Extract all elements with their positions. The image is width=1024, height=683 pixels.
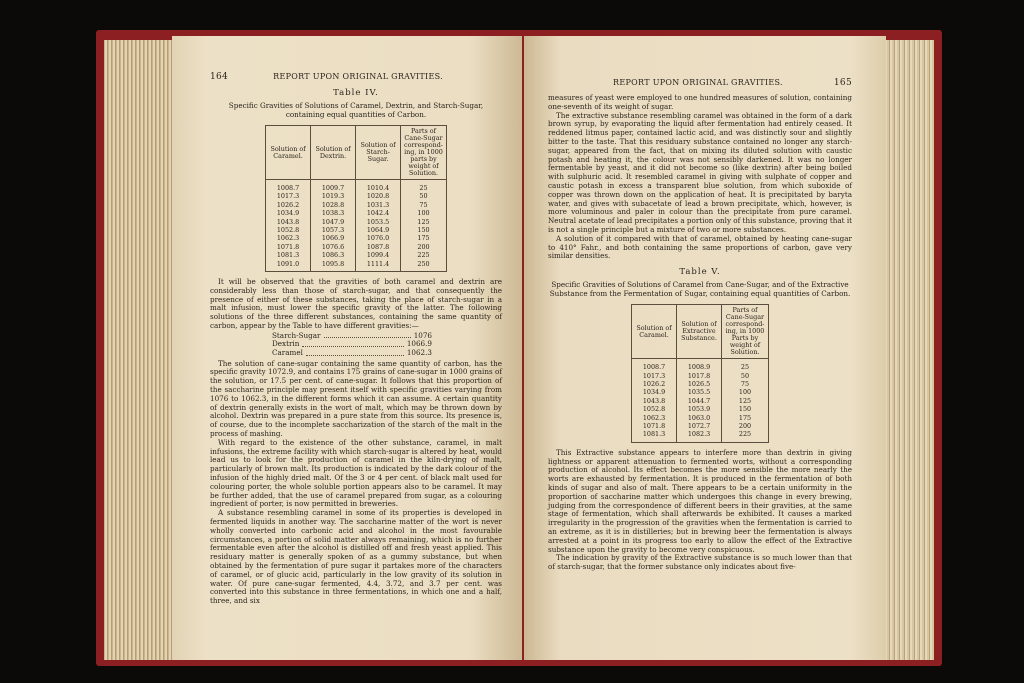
left-paragraph-2: The solution of cane-sugar containing the same quantity of carbon, has the specific gravity 1072.9, and contains 175 grains of cane-sugar in 1000 grains of the solution, or 17.5 per cent. of cane-sugar. It follows that this proportion of the saccharine principle may present itself with specific gravities varying from 1076 to 1062.3, in the different forms which it can assume. A certain quantity of dextrin generally exists in the wort of malt, which may be thrown down by alcohol. Dextrin was prepared in a pure state from this source. Its presence is, of course, due to the incomplete saccharization of the starch of the malt in the process of mashing. xyxy=(210,358,502,438)
table-iv-header: Solution of Starch-Sugar. xyxy=(356,126,401,180)
table-cell: 1026.5 xyxy=(677,380,722,388)
right-running-head xyxy=(548,78,852,88)
table-cell: 25 xyxy=(722,359,769,372)
gravity-list xyxy=(272,332,502,358)
table-cell: 1052.8 xyxy=(266,226,311,234)
table-iv xyxy=(265,125,447,272)
table-iv-header: Solution of Caramel. xyxy=(266,126,311,180)
table-cell: 1095.8 xyxy=(311,260,356,272)
table-cell: 25 xyxy=(401,180,447,193)
table-cell: 1043.8 xyxy=(266,218,311,226)
table-row xyxy=(266,226,447,234)
table-cell: 50 xyxy=(401,192,447,200)
table-iv-caption: Specific Gravities of Solutions of Caramel, Dextrin, and Starch-Sugar, containing equal quantities of Carbon. xyxy=(228,101,484,119)
left-page xyxy=(172,36,522,660)
table-row xyxy=(266,201,447,209)
table-cell: 1038.3 xyxy=(311,209,356,217)
table-cell: 1026.2 xyxy=(632,380,677,388)
table-cell: 75 xyxy=(722,380,769,388)
table-row xyxy=(266,218,447,226)
table-cell: 175 xyxy=(722,414,769,422)
table-row xyxy=(632,388,769,396)
table-cell: 1082.3 xyxy=(677,430,722,442)
table-cell: 1031.3 xyxy=(356,201,401,209)
right-paragraph-2: The extractive substance resembling caramel was obtained in the form of a dark brown syrup, by evaporating the liquid after fermentation had entirely ceased. It reddened litmus paper, contained lactic acid, and was distinctly sour and slightly bitter to the taste. That this residuary substance contained no longer any starch-sugar, appeared from the fact, that on mixing its diluted solution with caustic potash and heating it, the colour was not sensibly darkened. It was no longer fermentable by yeast, and it did not become so (like dextrin) after being boiled with sulphuric acid. It resembled caramel in giving with sulphate of copper and caustic potash in excess a transparent blue solution, from which suboxide of copper was thrown down on the application of heat. It is precipitated by baryta water, and gives with subacetate of lead a brown precipitate, which, however, is more voluminous and paler in colour than the precipitate from pure caramel. Neutral acetate of lead precipitates a portion only of this substance, proving that it is not a single principle but a mixture of two or more substances. xyxy=(548,110,853,234)
table-v-header: Parts of Cane-Sugar correspond-ing, in 1000 Parts by weight of Solution. xyxy=(722,305,769,359)
table-cell: 1071.8 xyxy=(266,243,311,251)
table-cell: 1052.8 xyxy=(632,405,677,413)
table-cell: 1081.3 xyxy=(632,430,677,442)
table-cell: 1081.3 xyxy=(266,251,311,259)
table-cell: 175 xyxy=(401,234,447,242)
table-cell: 150 xyxy=(401,226,447,234)
table-cell: 1063.0 xyxy=(677,414,722,422)
table-cell: 1008.9 xyxy=(677,359,722,372)
left-paragraph-3: With regard to the existence of the other substance, caramel, in malt infusions, the extreme facility with which starch-sugar is altered by heat, would lead us to look for the production of caramel in the kiln-drying of malt, particularly of brown malt. Its production is indicated by the dark colour of the infusion of the highly dried malt. Of the 3 or 4 per cent. of black malt used for colouring porter, the whole soluble portion appears also to be caramel. It may be further added, that the use of caramel prepared from sugar, as a colouring ingredient of porter, is now permitted in breweries. xyxy=(210,437,502,509)
table-row xyxy=(632,422,769,430)
right-paragraph-4: This Extractive substance appears to interfere more than dextrin in giving lightness or apparent attenuation to fermented worts, without a corresponding production of alcohol. Its effect becomes the more sensible the more nearly the worts are exhausted by fermentation. It is produced in the fermentation of both kinds of sugar and also of malt. There appears to be a certain uniformity in the proportion of saccharine matter which undergoes this change in every brewing, judging from the correspondence of different beers in their gravities, at the same stage of fermentation, which shall afterwards be exhibited. It causes a marked irregularity in the progression of the gravities when the fermentation is carried to an extreme, as it is in distilleries; but in brewing beer the fermentation is always arrested at a point in its progress too early to allow the effect of the Extractive substance upon the gravity to become very conspicuous. xyxy=(548,447,852,554)
list-item: Caramel 1062.3 xyxy=(272,348,432,358)
table-cell: 1062.3 xyxy=(266,234,311,242)
right-running-title: REPORT UPON ORIGINAL GRAVITIES. xyxy=(613,78,783,87)
table-cell: 1043.8 xyxy=(632,397,677,405)
table-cell: 1076.0 xyxy=(356,234,401,242)
table-cell: 200 xyxy=(722,422,769,430)
table-cell: 125 xyxy=(401,218,447,226)
table-v-caption: Specific Gravities of Solutions of Caramel from Cane-Sugar, and of the Extractive Substance from the Fermentation of Sugar, containing equal quantities of Carbon. xyxy=(549,280,851,299)
table-cell: 1028.8 xyxy=(311,201,356,209)
table-cell: 75 xyxy=(401,201,447,209)
table-cell: 1062.3 xyxy=(632,414,677,422)
table-cell: 1020.8 xyxy=(356,192,401,200)
left-running-head xyxy=(210,72,502,82)
table-cell: 1009.7 xyxy=(311,180,356,193)
table-cell: 1017.3 xyxy=(632,372,677,380)
table-cell: 1087.8 xyxy=(356,243,401,251)
table-cell: 1008.7 xyxy=(266,180,311,193)
table-cell: 1086.3 xyxy=(311,251,356,259)
table-v xyxy=(631,304,769,443)
table-row xyxy=(266,192,447,200)
table-cell: 100 xyxy=(401,209,447,217)
table-cell: 1035.5 xyxy=(677,388,722,396)
table-cell: 225 xyxy=(722,430,769,442)
table-cell: 150 xyxy=(722,405,769,413)
right-paragraph-1: measures of yeast were employed to one hundred measures of solution, containing one-seventh of its weight of sugar. xyxy=(548,93,852,111)
table-row xyxy=(632,372,769,380)
table-row xyxy=(266,251,447,259)
table-v-title: Table V. xyxy=(679,267,721,278)
table-v-body xyxy=(632,359,769,443)
table-cell: 1017.8 xyxy=(677,372,722,380)
table-cell: 1066.9 xyxy=(311,234,356,242)
table-row xyxy=(266,209,447,217)
table-cell: 125 xyxy=(722,397,769,405)
right-paragraph-3: A solution of it compared with that of caramel, obtained by heating cane-sugar to 410° Fahr., and both containing the same proportions of carbon, gave very similar densities. xyxy=(548,233,852,261)
list-item: Starch-Sugar 1076 xyxy=(272,330,432,340)
table-cell: 1044.7 xyxy=(677,397,722,405)
list-item: Dextrin 1066.9 xyxy=(272,339,432,349)
table-cell: 1034.9 xyxy=(632,388,677,396)
table-cell: 1111.4 xyxy=(356,260,401,272)
table-cell: 1076.6 xyxy=(311,243,356,251)
table-cell: 1053.5 xyxy=(356,218,401,226)
table-row xyxy=(632,414,769,422)
right-page-edges xyxy=(882,40,934,660)
left-running-title: REPORT UPON ORIGINAL GRAVITIES. xyxy=(273,72,443,81)
table-cell: 1042.4 xyxy=(356,209,401,217)
table-row xyxy=(632,359,769,372)
table-cell: 1064.9 xyxy=(356,226,401,234)
right-paragraph-5: The indication by gravity of the Extractive substance is so much lower than that of starch-sugar, that the former substance only indicates about five- xyxy=(548,553,852,572)
table-cell: 1017.3 xyxy=(266,192,311,200)
table-cell: 1099.4 xyxy=(356,251,401,259)
table-v-header: Solution of Caramel. xyxy=(632,305,677,359)
table-cell: 1019.3 xyxy=(311,192,356,200)
table-cell: 1010.4 xyxy=(356,180,401,193)
table-cell: 1034.9 xyxy=(266,209,311,217)
right-page-number: 165 xyxy=(833,78,852,88)
right-page xyxy=(524,36,886,660)
table-iv-body xyxy=(266,180,447,272)
table-cell: 100 xyxy=(722,388,769,396)
table-row xyxy=(632,380,769,388)
table-cell: 1072.7 xyxy=(677,422,722,430)
left-paragraph-1: It will be observed that the gravities of both caramel and dextrin are considerably less than those of starch-sugar, and that consequently the presence of either of these substances, taking the place of starch-sugar in a malt infusion, must lower the specific gravity of the latter. The following solutions of the three different substances, containing the same quantity of carbon, appear by the Table to have different gravities:— xyxy=(210,277,502,331)
table-cell: 1053.9 xyxy=(677,405,722,413)
table-cell: 1047.9 xyxy=(311,218,356,226)
open-book xyxy=(96,30,942,666)
table-iv-header: Solution of Dextrin. xyxy=(311,126,356,180)
table-cell: 1026.2 xyxy=(266,201,311,209)
table-iv-header: Parts of Cane-Sugar correspond-ing, in 1000 parts by weight of Solution. xyxy=(401,126,447,180)
table-cell: 50 xyxy=(722,372,769,380)
table-cell: 1091.0 xyxy=(266,260,311,272)
left-page-number: 164 xyxy=(210,72,229,82)
table-row xyxy=(632,397,769,405)
table-cell: 200 xyxy=(401,243,447,251)
table-cell: 250 xyxy=(401,260,447,272)
table-row xyxy=(266,243,447,251)
table-row xyxy=(632,405,769,413)
table-row xyxy=(266,234,447,242)
table-row xyxy=(632,430,769,442)
table-row xyxy=(266,180,447,193)
table-cell: 1008.7 xyxy=(632,359,677,372)
table-iv-title: Table IV. xyxy=(333,88,379,98)
left-paragraph-4: A substance resembling caramel in some of its properties is developed in fermented liquids in another way. The saccharine matter of the wort is never wholly converted into carbonic acid and alcohol in the most favourable circumstances, a portion of solid matter always remaining, which is no further fermentable even after the alcohol is distilled off and fresh yeast applied. This residuary matter is generally spoken of as a gummy substance, but when obtained by the fermentation of pure sugar it partakes more of the characters of caramel, or of glucic acid, particularly in the low gravity of its solution in water. Of pure cane-sugar fermented, 4.4, 3.72, and 3.7 per cent. was converted into this substance in three fermentations, in which one and a half, three, and six xyxy=(210,508,502,606)
table-v-header: Solution of Extractive Substance. xyxy=(677,305,722,359)
table-cell: 225 xyxy=(401,251,447,259)
table-cell: 1071.8 xyxy=(632,422,677,430)
table-cell: 1057.3 xyxy=(311,226,356,234)
table-row xyxy=(266,260,447,272)
